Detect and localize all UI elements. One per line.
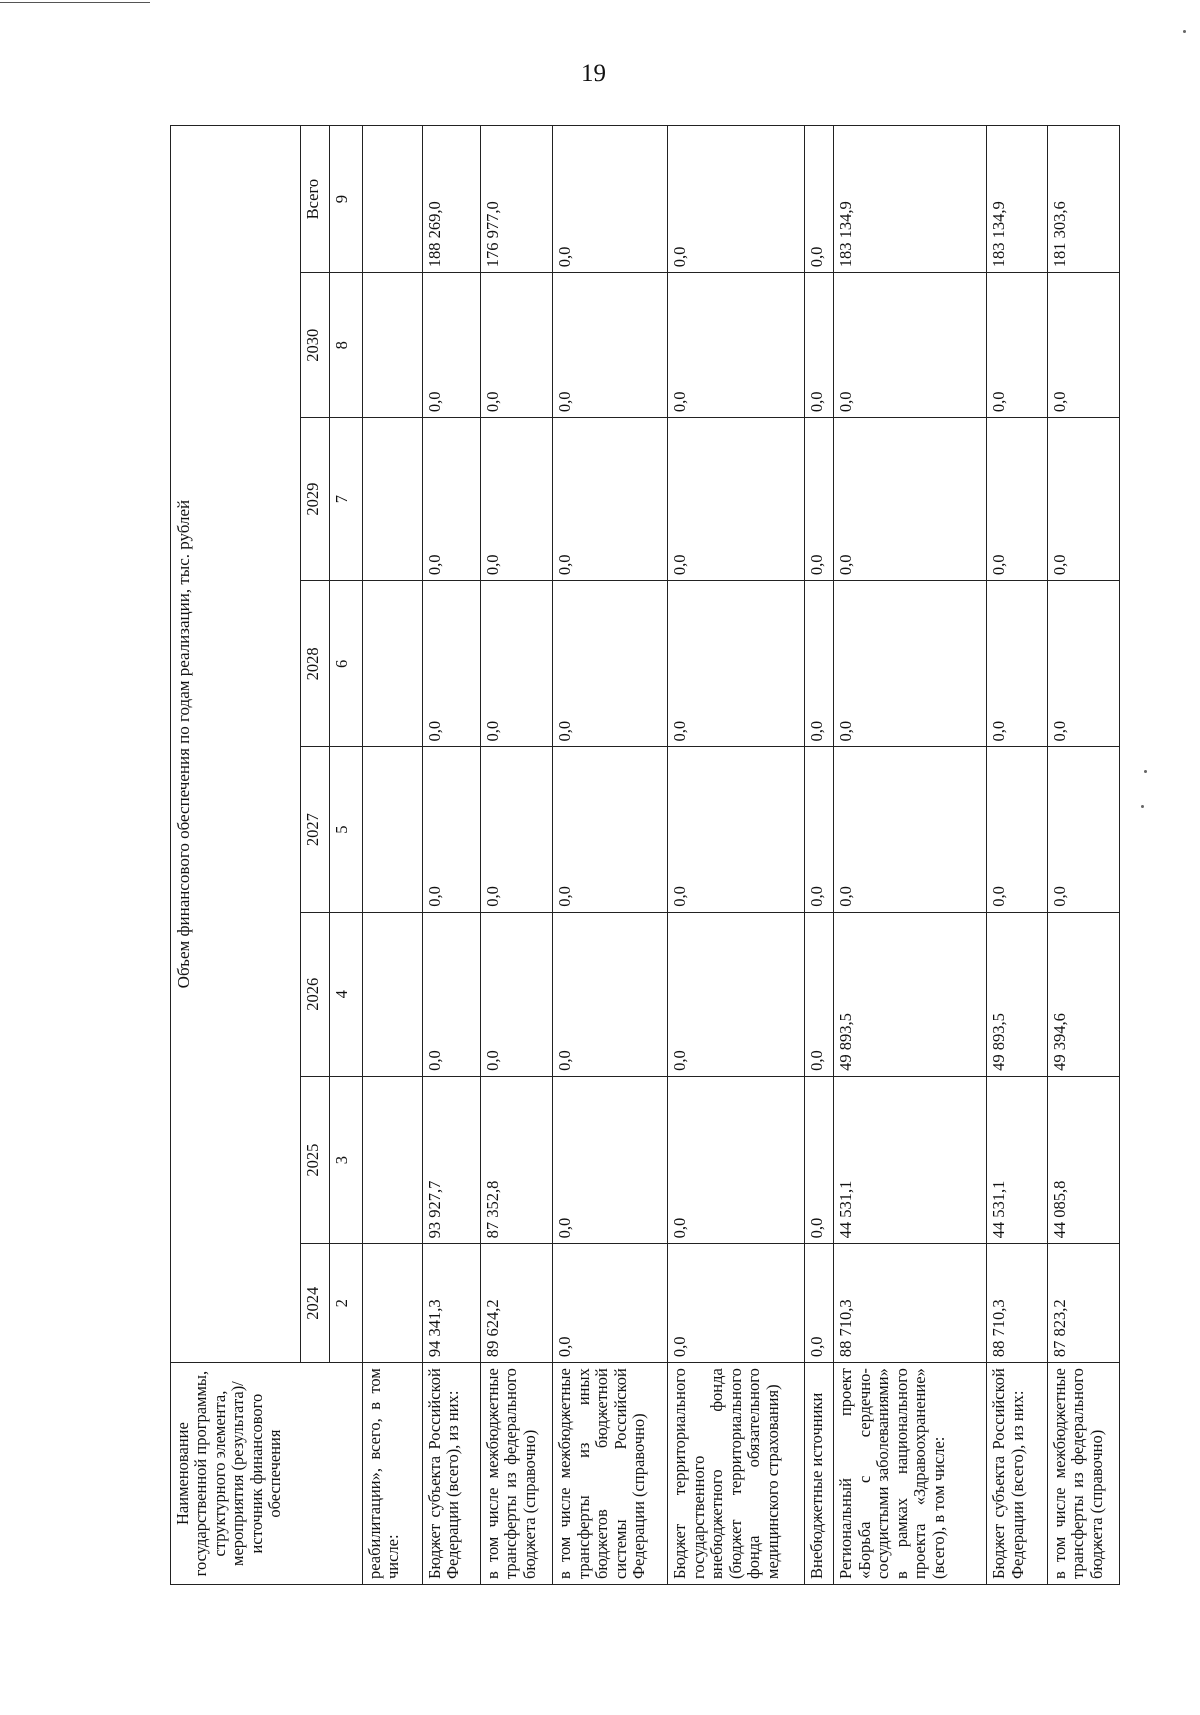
row-year-value: 0,0 bbox=[553, 1076, 668, 1244]
row-year-value: 0,0 bbox=[553, 418, 668, 581]
row-year-value: 0,0 bbox=[804, 581, 834, 747]
row-year-value: 0,0 bbox=[553, 747, 668, 912]
header-year: 2025 bbox=[300, 1076, 330, 1244]
row-year-value: 0,0 bbox=[668, 581, 805, 747]
row-year-value: 0,0 bbox=[668, 418, 805, 581]
row-year-value: 0,0 bbox=[423, 418, 481, 581]
row-year-value: 87 352,8 bbox=[480, 1076, 552, 1244]
row-label: Региональный проект «Борьба с сердечно-сосудистыми заболеваниями» в рамках национального проекта «Здравоохранение» (всего), в том числе: bbox=[834, 1363, 987, 1585]
page-number: 19 bbox=[581, 60, 606, 87]
row-total-value: 176 977,0 bbox=[480, 126, 552, 273]
row-year-value: 0,0 bbox=[668, 912, 805, 1076]
header-volume: Объем финансового обеспечения по годам реализации, тыс. рублей bbox=[171, 126, 301, 1363]
header-year: 2027 bbox=[300, 747, 330, 912]
row-year-value: 0,0 bbox=[987, 747, 1047, 912]
table-row bbox=[362, 126, 422, 1585]
row-label: Внебюджетные источники bbox=[804, 1363, 834, 1585]
row-year-value: 0,0 bbox=[480, 581, 552, 747]
row-year-value: 0,0 bbox=[834, 418, 987, 581]
top-scan-line bbox=[0, 2, 150, 3]
row-total-value: 0,0 bbox=[804, 126, 834, 273]
row-total-value: 183 134,9 bbox=[987, 126, 1047, 273]
header-year: 2024 bbox=[300, 1244, 330, 1363]
row-year-value: 44 531,1 bbox=[834, 1076, 987, 1244]
row-year-value: 0,0 bbox=[668, 1076, 805, 1244]
scan-speck bbox=[1141, 805, 1144, 808]
row-year-value bbox=[362, 912, 422, 1076]
row-year-value bbox=[362, 418, 422, 581]
row-year-value: 93 927,7 bbox=[423, 1076, 481, 1244]
row-label: Бюджет субъекта Российской Федерации (всего), из них: bbox=[423, 1363, 481, 1585]
table-row bbox=[987, 126, 1047, 1585]
row-total-value: 183 134,9 bbox=[834, 126, 987, 273]
row-year-value: 88 710,3 bbox=[987, 1244, 1047, 1363]
column-number: 7 bbox=[330, 418, 362, 581]
table-row bbox=[668, 126, 805, 1585]
header-year: 2029 bbox=[300, 418, 330, 581]
row-year-value: 89 624,2 bbox=[480, 1244, 552, 1363]
row-year-value: 0,0 bbox=[804, 273, 834, 418]
row-year-value: 0,0 bbox=[480, 273, 552, 418]
row-year-value: 49 394,6 bbox=[1047, 912, 1119, 1076]
row-year-value: 94 341,3 bbox=[423, 1244, 481, 1363]
row-total-value: 188 269,0 bbox=[423, 126, 481, 273]
row-label: в том числе межбюджетные трансферты из федерального бюджета (справочно) bbox=[1047, 1363, 1119, 1585]
row-year-value: 44 085,8 bbox=[1047, 1076, 1119, 1244]
row-year-value: 0,0 bbox=[1047, 273, 1119, 418]
row-year-value: 49 893,5 bbox=[834, 912, 987, 1076]
row-year-value: 0,0 bbox=[987, 273, 1047, 418]
row-year-value: 0,0 bbox=[804, 418, 834, 581]
table-row bbox=[834, 126, 987, 1585]
rotated-table-container bbox=[170, 125, 1120, 1585]
row-year-value: 0,0 bbox=[668, 747, 805, 912]
row-year-value: 0,0 bbox=[804, 1244, 834, 1363]
row-year-value bbox=[362, 581, 422, 747]
table-row bbox=[1047, 126, 1119, 1585]
row-year-value: 49 893,5 bbox=[987, 912, 1047, 1076]
column-number: 4 bbox=[330, 912, 362, 1076]
row-year-value: 0,0 bbox=[553, 1244, 668, 1363]
row-year-value: 0,0 bbox=[987, 418, 1047, 581]
table-body bbox=[362, 126, 1119, 1585]
column-number: 8 bbox=[330, 273, 362, 418]
scan-speck bbox=[1183, 30, 1186, 33]
scan-speck bbox=[1144, 770, 1147, 773]
row-year-value: 0,0 bbox=[987, 581, 1047, 747]
row-year-value: 0,0 bbox=[804, 912, 834, 1076]
row-year-value: 0,0 bbox=[804, 1076, 834, 1244]
row-year-value: 0,0 bbox=[1047, 747, 1119, 912]
row-year-value: 0,0 bbox=[480, 747, 552, 912]
row-label: Бюджет субъекта Российской Федерации (всего), из них: bbox=[987, 1363, 1047, 1585]
row-year-value: 87 823,2 bbox=[1047, 1244, 1119, 1363]
table-row bbox=[423, 126, 481, 1585]
row-label: в том числе межбюджетные трансферты из иных бюджетов бюджетной системы Российской Федерации (справочно) bbox=[553, 1363, 668, 1585]
row-year-value: 0,0 bbox=[553, 912, 668, 1076]
row-year-value: 0,0 bbox=[834, 581, 987, 747]
column-number: 2 bbox=[330, 1244, 362, 1363]
row-year-value: 44 531,1 bbox=[987, 1076, 1047, 1244]
header-year: 2028 bbox=[300, 581, 330, 747]
row-total-value: 0,0 bbox=[553, 126, 668, 273]
row-label: Бюджет территориального государственного внебюджетного фонда (бюджет территориального фонда обязательного медицинского страхования) bbox=[668, 1363, 805, 1585]
column-number: 3 bbox=[330, 1076, 362, 1244]
row-year-value bbox=[362, 1244, 422, 1363]
row-year-value: 0,0 bbox=[553, 273, 668, 418]
row-year-value bbox=[362, 747, 422, 912]
header-name-column: Наименование государственной программы, структурного элемента, мероприятия (результата)/источник финансового обеспечения bbox=[171, 1363, 363, 1585]
row-year-value: 0,0 bbox=[423, 747, 481, 912]
column-number: 9 bbox=[330, 126, 362, 273]
row-year-value: 0,0 bbox=[423, 912, 481, 1076]
header-year: 2026 bbox=[300, 912, 330, 1076]
row-year-value: 0,0 bbox=[834, 273, 987, 418]
header-year: 2030 bbox=[300, 273, 330, 418]
row-year-value bbox=[362, 1076, 422, 1244]
column-number: 6 bbox=[330, 581, 362, 747]
row-year-value: 0,0 bbox=[1047, 418, 1119, 581]
table-row bbox=[553, 126, 668, 1585]
row-year-value: 0,0 bbox=[668, 273, 805, 418]
row-year-value: 0,0 bbox=[834, 747, 987, 912]
row-total-value bbox=[362, 126, 422, 273]
row-year-value: 0,0 bbox=[423, 581, 481, 747]
table-row bbox=[804, 126, 834, 1585]
table-row bbox=[480, 126, 552, 1585]
row-year-value bbox=[362, 273, 422, 418]
row-label: реабилитации», всего, в том числе: bbox=[362, 1363, 422, 1585]
row-total-value: 0,0 bbox=[668, 126, 805, 273]
row-year-value: 88 710,3 bbox=[834, 1244, 987, 1363]
row-total-value: 181 303,6 bbox=[1047, 126, 1119, 273]
row-year-value: 0,0 bbox=[1047, 581, 1119, 747]
row-year-value: 0,0 bbox=[804, 747, 834, 912]
row-year-value: 0,0 bbox=[668, 1244, 805, 1363]
row-year-value: 0,0 bbox=[423, 273, 481, 418]
header-total: Всего bbox=[300, 126, 330, 273]
column-number: 5 bbox=[330, 747, 362, 912]
financing-table bbox=[170, 125, 1120, 1585]
row-year-value: 0,0 bbox=[553, 581, 668, 747]
row-year-value: 0,0 bbox=[480, 912, 552, 1076]
row-label: в том числе межбюджетные трансферты из федерального бюджета (справочно) bbox=[480, 1363, 552, 1585]
row-year-value: 0,0 bbox=[480, 418, 552, 581]
